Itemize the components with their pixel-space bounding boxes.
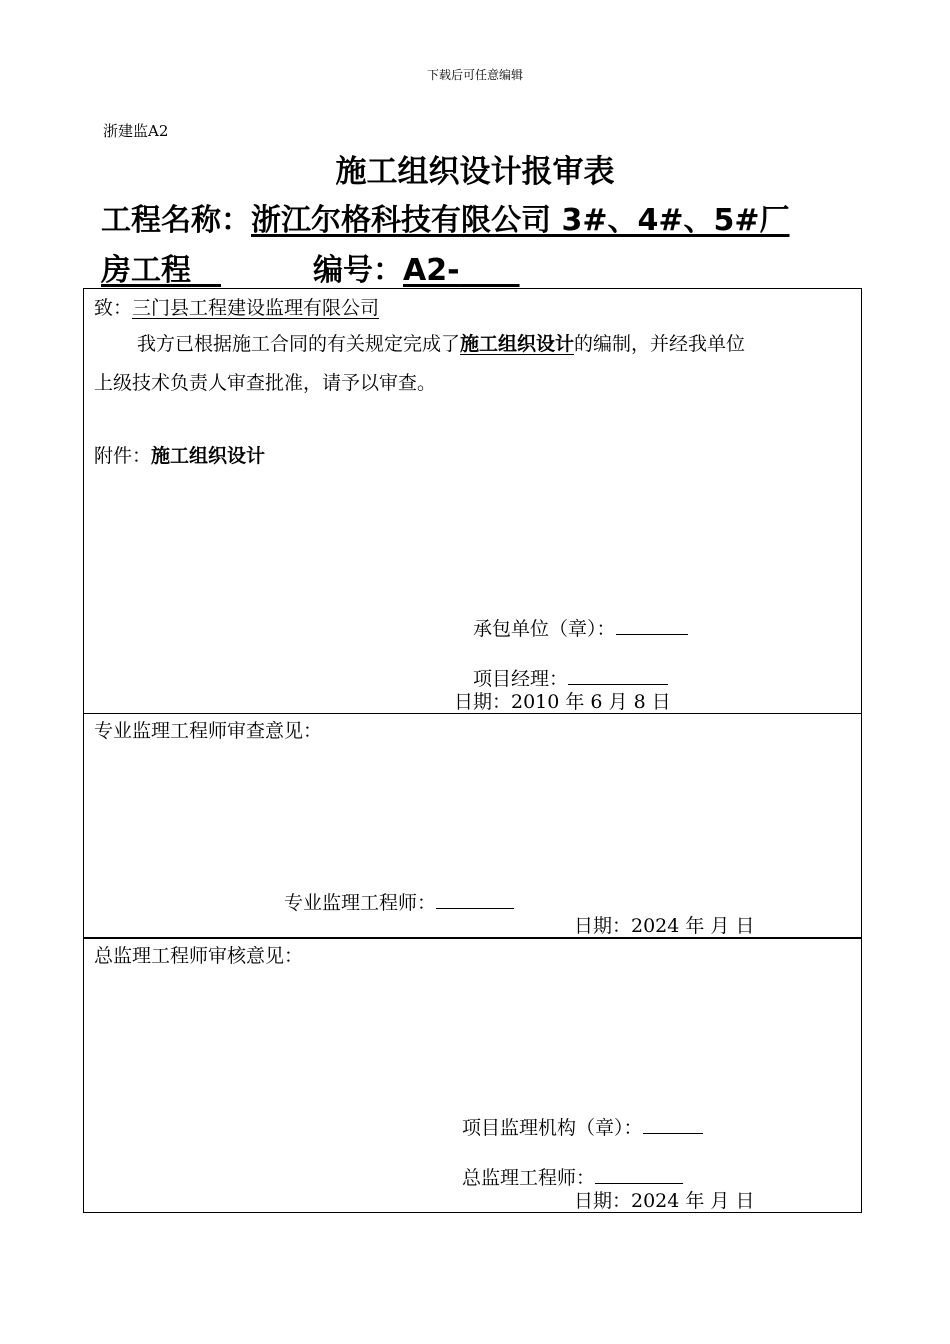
form-code: 浙建监A2	[103, 122, 169, 140]
submission-date: 日期：2010 年 6 月 8 日	[454, 691, 671, 713]
org-line	[462, 1113, 703, 1140]
body-highlight: 施工组织设计	[460, 333, 575, 355]
number-label: 编号：	[313, 253, 403, 288]
project-name-continued: 房工程	[101, 253, 191, 288]
project-label: 工程名称：	[101, 203, 251, 238]
manager-signature-field[interactable]	[568, 668, 668, 685]
attachment-value: 施工组织设计	[151, 445, 266, 467]
engineer-label: 专业监理工程师：	[284, 892, 437, 914]
manager-label: 项目经理：	[473, 668, 569, 690]
org-label: 项目监理机构（章）：	[462, 1117, 643, 1139]
attachment-label: 附件：	[94, 445, 152, 467]
contractor-line	[473, 614, 688, 641]
number-value: A2-	[403, 253, 460, 288]
engineer-review-section	[83, 713, 862, 939]
project-name-line-1	[101, 195, 789, 239]
project-name-line-2	[101, 245, 520, 289]
header-note: 下载后可任意编辑	[426, 68, 523, 82]
body-line-2: 上级技术负责人审查批准，请予以审查。	[94, 372, 437, 394]
document-title: 施工组织设计报审表	[335, 154, 615, 190]
project-name: 浙江尔格科技有限公司 3#、4#、5#厂	[251, 203, 790, 238]
addressee-line	[94, 293, 379, 320]
chief-review-section	[83, 937, 862, 1213]
engineer-review-heading: 专业监理工程师审查意见：	[94, 720, 323, 742]
org-seal-field[interactable]	[643, 1117, 703, 1134]
contractor-label: 承包单位（章）：	[473, 618, 616, 640]
chief-review-heading: 总监理工程师审核意见：	[94, 945, 304, 967]
chief-date: 日期：2024 年 月 日	[574, 1190, 755, 1212]
contractor-signature-field[interactable]	[616, 618, 688, 635]
engineer-line	[284, 888, 514, 915]
engineer-signature-field[interactable]	[436, 892, 514, 909]
engineer-date: 日期：2024 年 月 日	[574, 915, 755, 937]
attachment-line	[94, 441, 265, 468]
chief-label: 总监理工程师：	[462, 1167, 596, 1189]
addressee: 三门县工程建设监理有限公司	[132, 297, 380, 319]
submission-section	[83, 288, 862, 714]
chief-signature-field[interactable]	[595, 1167, 683, 1184]
to-label: 致：	[94, 297, 133, 319]
body-line-1: 我方已根据施工合同的有关规定完成了施工组织设计的编制，并经我单位	[137, 333, 746, 355]
